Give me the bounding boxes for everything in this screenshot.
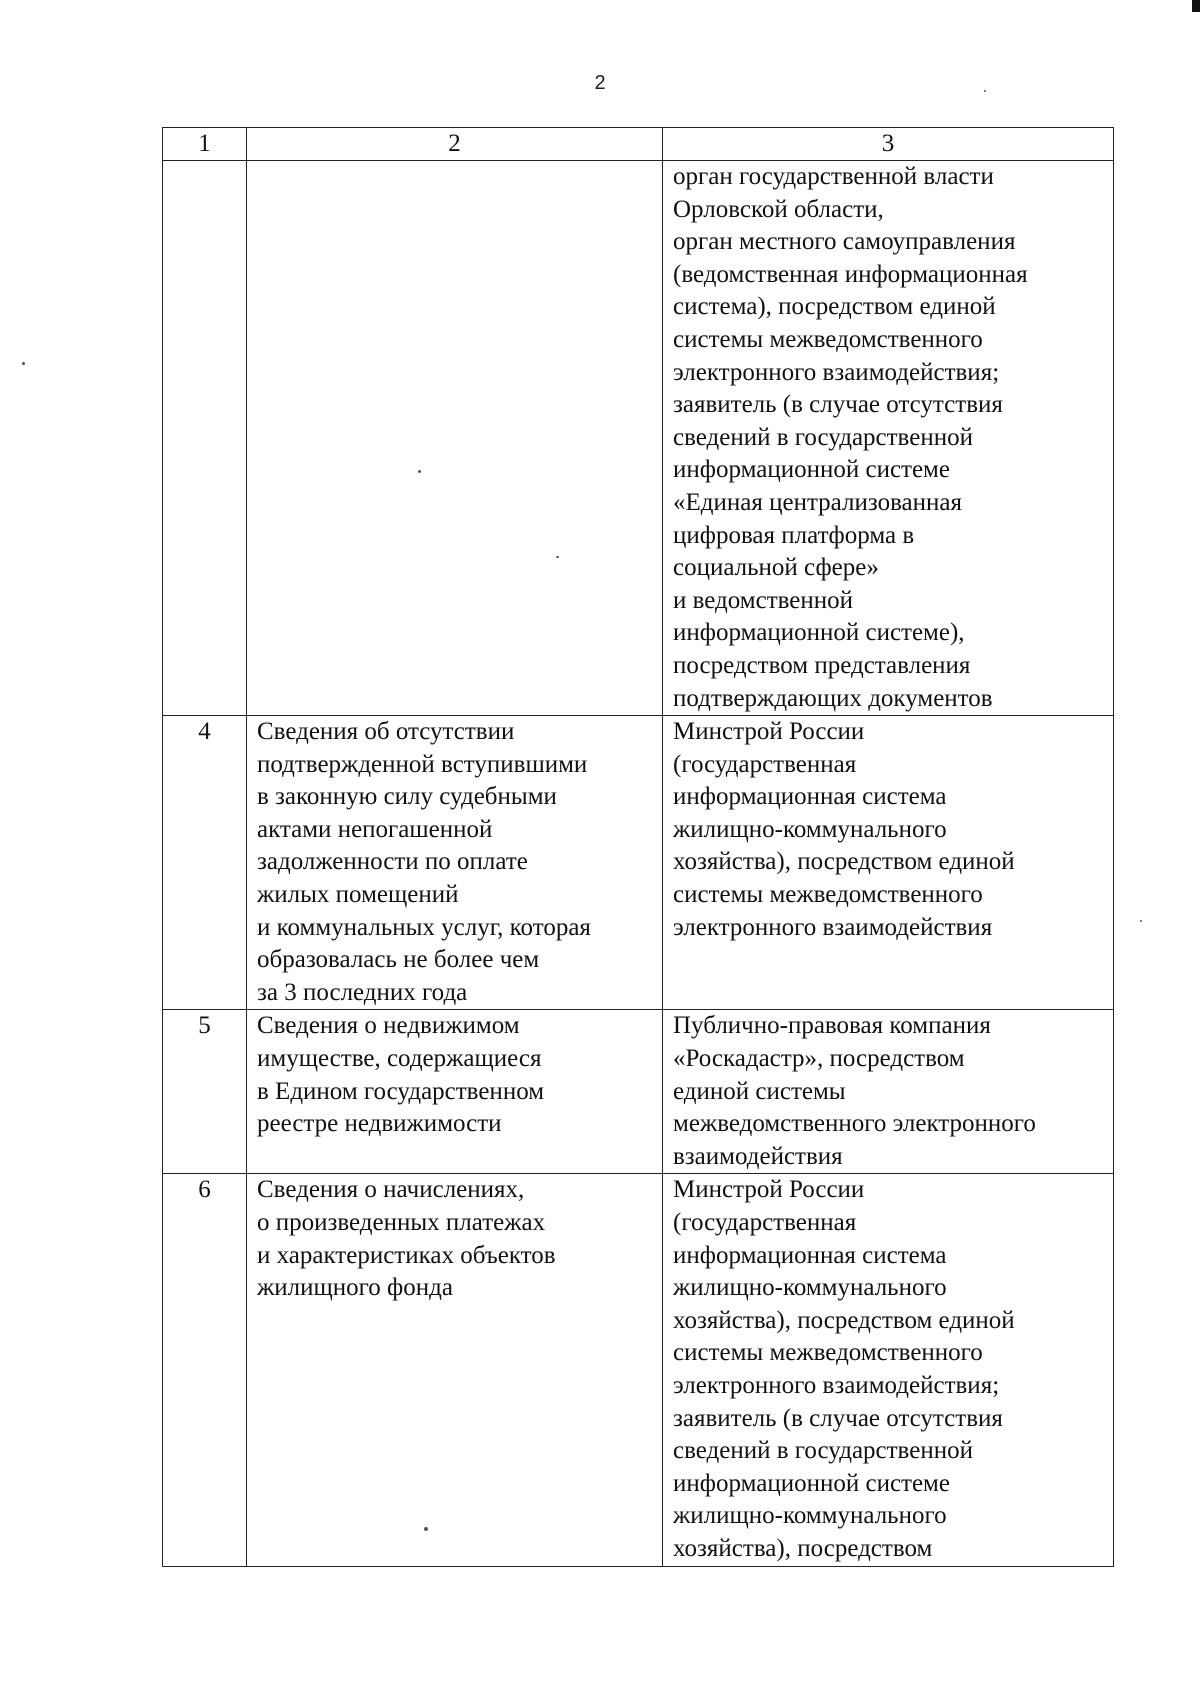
table-header-row bbox=[163, 128, 1114, 161]
source-cell: Публично-правовая компания «Роскадастр», посредством единой системы межведомственного электронного взаимодействия bbox=[663, 1010, 1114, 1174]
source-cell: Минстрой России (государственная информационная система жилищно-коммунального хозяйства), посредством единой системы межведомственного электронного взаимодействия; заявитель (в случае отсутствия сведений в государственной информационной системе жилищно-коммунального хозяйства), посредством bbox=[663, 1174, 1114, 1567]
table-row bbox=[163, 1174, 1114, 1567]
source-cell: Минстрой России (государственная информационная система жилищно-коммунального хозяйства), посредством единой системы межведомственного электронного взаимодействия bbox=[663, 716, 1114, 1010]
data-sources-table bbox=[162, 127, 1114, 1567]
info-cell: Сведения о недвижимом имуществе, содержащиеся в Едином государственном реестре недвижимости bbox=[247, 1010, 663, 1174]
scan-speck bbox=[418, 470, 421, 473]
info-cell: Сведения о начислениях, о произведенных платежах и характеристиках объектов жилищного фонда bbox=[247, 1174, 663, 1567]
row-number: 5 bbox=[163, 1010, 247, 1174]
header-cell-1: 1 bbox=[163, 128, 247, 161]
scan-speck bbox=[1140, 920, 1142, 922]
page-number: 2 bbox=[594, 72, 606, 94]
header-cell-2: 2 bbox=[247, 128, 663, 161]
scan-speck bbox=[984, 90, 986, 92]
row-number: 4 bbox=[163, 716, 247, 1010]
scan-speck bbox=[22, 362, 25, 365]
table-row bbox=[163, 161, 1114, 716]
info-cell: Сведения об отсутствии подтвержденной вступившими в законную силу судебными актами непогашенной задолженности по оплате жилых помещений и коммунальных услуг, которая образовалась не более чем за 3 последних года bbox=[247, 716, 663, 1010]
scan-edge-mark bbox=[1192, 0, 1200, 12]
row-number bbox=[163, 161, 247, 716]
header-cell-3: 3 bbox=[663, 128, 1114, 161]
row-number: 6 bbox=[163, 1174, 247, 1567]
scan-speck bbox=[556, 556, 559, 558]
source-cell: орган государственной власти Орловской области, орган местного самоуправления (ведомственная информационная система), посредством единой системы межведомственного электронного взаимодействия; заявитель (в случае отсутствия сведений в государственной информационной системе «Единая централизованная цифровая платформа в социальной сфере» и ведомственной информационной системе), посредством представления подтверждающих документов bbox=[663, 161, 1114, 716]
table-row bbox=[163, 1010, 1114, 1174]
info-cell bbox=[247, 161, 663, 716]
scan-speck bbox=[424, 1527, 428, 1531]
table-row bbox=[163, 716, 1114, 1010]
